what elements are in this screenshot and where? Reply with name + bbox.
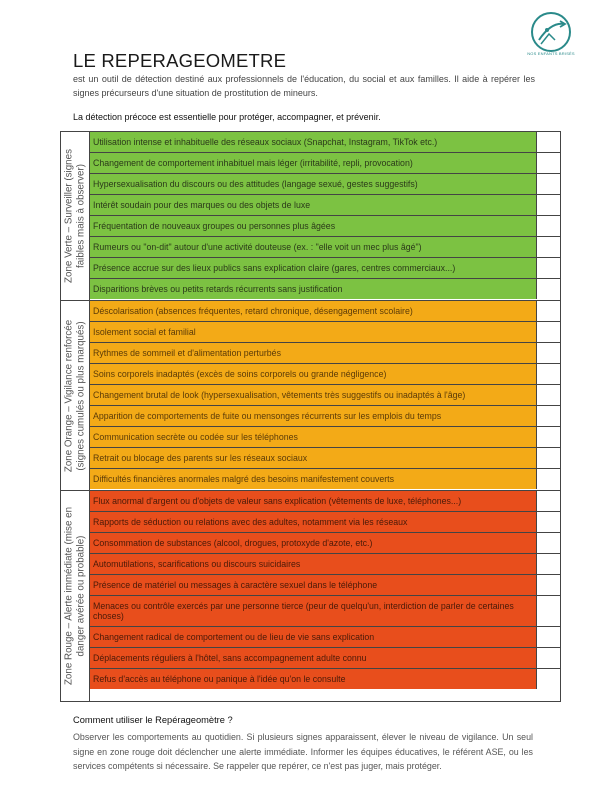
checklist-row: [90, 258, 560, 279]
zone-orange: [60, 301, 561, 491]
sign-text: Retrait ou blocage des parents sur les réseaux sociaux: [90, 448, 536, 468]
sign-text: Présence de matériel ou messages à caractère sexuel dans le téléphone: [90, 575, 536, 595]
checkbox-cell[interactable]: [536, 669, 560, 689]
sign-text: Apparition de comportements de fuite ou mensonges récurrents sur les emplois du temps: [90, 406, 536, 426]
checkbox-cell[interactable]: [536, 174, 560, 194]
checklist-row: [90, 385, 560, 406]
checklist-row: [90, 533, 560, 554]
checkbox-cell[interactable]: [536, 237, 560, 257]
checklist-row: [90, 469, 560, 489]
intro-text: est un outil de détection destiné aux professionnels de l'éducation, du social et aux familles. Il aide à repérer les signes précurseurs d'une situation de prostitution de mineurs.: [73, 74, 535, 98]
checklist-row: [90, 322, 560, 343]
checklist-row: [90, 364, 560, 385]
sign-text: Disparitions brèves ou petits retards récurrents sans justification: [90, 279, 536, 299]
checklist-row: [90, 596, 560, 627]
checklist-row: [90, 406, 560, 427]
sign-text: Isolement social et familial: [90, 322, 536, 342]
checklist-row: [90, 448, 560, 469]
checkbox-cell[interactable]: [536, 364, 560, 384]
checklist-row: [90, 216, 560, 237]
zone-green-label: Zone Verte – Surveiller (signes faibles mais à observer): [63, 149, 86, 283]
checkbox-cell[interactable]: [536, 448, 560, 468]
checklist-row: [90, 343, 560, 364]
checklist-row: [90, 627, 560, 648]
checklist-row: [90, 301, 560, 322]
sign-text: Rapports de séduction ou relations avec des adultes, notamment via les réseaux: [90, 512, 536, 532]
checkbox-cell[interactable]: [536, 216, 560, 236]
sign-text: Automutilations, scarifications ou discours suicidaires: [90, 554, 536, 574]
checklist-row: [90, 153, 560, 174]
sign-text: Difficultés financières anormales malgré des besoins manifestement couverts: [90, 469, 536, 489]
checklist-row: [90, 279, 560, 299]
sign-text: Refus d'accès au téléphone ou panique à l'idée qu'on le consulte: [90, 669, 536, 689]
sign-text: Déplacements réguliers à l'hôtel, sans accompagnement adulte connu: [90, 648, 536, 668]
checkbox-cell[interactable]: [536, 385, 560, 405]
sign-text: Flux anormal d'argent ou d'objets de valeur sans explication (vêtements de luxe, téléphones...): [90, 491, 536, 511]
sign-text: Intérêt soudain pour des marques ou des objets de luxe: [90, 195, 536, 215]
checkbox-cell[interactable]: [536, 596, 560, 626]
sign-text: Présence accrue sur des lieux publics sans explication claire (gares, centres commerciaux...): [90, 258, 536, 278]
zone-red: [60, 491, 561, 702]
checklist-row: [90, 237, 560, 258]
sign-text: Hypersexualisation du discours ou des attitudes (langage sexué, gestes suggestifs): [90, 174, 536, 194]
logo-caption: NOS ENFANTS BRISÉS: [527, 51, 575, 56]
checklist-row: [90, 132, 560, 153]
checkbox-cell[interactable]: [536, 406, 560, 426]
checkbox-cell[interactable]: [536, 491, 560, 511]
checkbox-cell[interactable]: [536, 153, 560, 173]
sign-text: Fréquentation de nouveaux groupes ou personnes plus âgées: [90, 216, 536, 236]
checklist-row: [90, 427, 560, 448]
tagline: La détection précoce est essentielle pour protéger, accompagner, et prévenir.: [73, 112, 381, 122]
checkbox-cell[interactable]: [536, 195, 560, 215]
checkbox-cell[interactable]: [536, 627, 560, 647]
checklist-row: [90, 554, 560, 575]
checkbox-cell[interactable]: [536, 648, 560, 668]
checkbox-cell[interactable]: [536, 427, 560, 447]
sign-text: Déscolarisation (absences fréquentes, retard chronique, désengagement scolaire): [90, 301, 536, 321]
checkbox-cell[interactable]: [536, 258, 560, 278]
sign-text: Changement radical de comportement ou de lieu de vie sans explication: [90, 627, 536, 647]
howto-title: Comment utiliser le Repérageomètre ?: [73, 715, 233, 725]
sign-text: Consommation de substances (alcool, drogues, protoxyde d'azote, etc.): [90, 533, 536, 553]
zone-green: [60, 131, 561, 301]
checklist-row: [90, 648, 560, 669]
checklist-table: [60, 131, 561, 702]
page-title: LE REPERAGEOMETRE: [73, 50, 287, 71]
checklist-row: [90, 512, 560, 533]
sign-text: Rumeurs ou "on-dit" autour d'une activité douteuse (ex. : "elle voit un mec plus âgé"): [90, 237, 536, 257]
checklist-row: [90, 575, 560, 596]
checkbox-cell[interactable]: [536, 343, 560, 363]
sign-text: Menaces ou contrôle exercés par une personne tierce (peur de quelqu'un, interdiction de parler de certaines choses): [90, 596, 536, 626]
checkbox-cell[interactable]: [536, 533, 560, 553]
checkbox-cell[interactable]: [536, 279, 560, 299]
checklist-row: [90, 669, 560, 689]
sign-text: Rythmes de sommeil et d'alimentation perturbés: [90, 343, 536, 363]
howto-text: Observer les comportements au quotidien. Si plusieurs signes apparaissent, élever le niveau de vigilance. Un seul signe en zone rouge doit déclencher une alerte immédiate. Informer les équipes éducatives, le référent ASE, ou les services compétents si nécessaire. Se rappeler que repérer, ce n'est pas juger, mais protéger.: [73, 732, 533, 771]
zone-red-label: Zone Rouge – Alerte immédiate (mise en danger avérée ou probable): [63, 506, 86, 686]
sign-text: Soins corporels inadaptés (excès de soins corporels ou grande négligence): [90, 364, 536, 384]
checkbox-cell[interactable]: [536, 512, 560, 532]
checkbox-cell[interactable]: [536, 322, 560, 342]
checklist-row: [90, 174, 560, 195]
sign-text: Changement brutal de look (hypersexualisation, vêtements très suggestifs ou inadaptés à l'âge): [90, 385, 536, 405]
checklist-row: [90, 491, 560, 512]
checkbox-cell[interactable]: [536, 132, 560, 152]
checklist-row: [90, 195, 560, 216]
checkbox-cell[interactable]: [536, 575, 560, 595]
zone-orange-label: Zone Orange – Vigilance renforcée (signes cumulés ou plus marqués): [63, 319, 86, 472]
logo-emblem-icon: [529, 10, 573, 54]
sign-text: Changement de comportement inhabituel mais léger (irritabilité, repli, provocation): [90, 153, 536, 173]
checkbox-cell[interactable]: [536, 554, 560, 574]
checkbox-cell[interactable]: [536, 469, 560, 489]
sign-text: Utilisation intense et inhabituelle des réseaux sociaux (Snapchat, Instagram, TikTok etc.): [90, 132, 536, 152]
checkbox-cell[interactable]: [536, 301, 560, 321]
sign-text: Communication secrète ou codée sur les téléphones: [90, 427, 536, 447]
